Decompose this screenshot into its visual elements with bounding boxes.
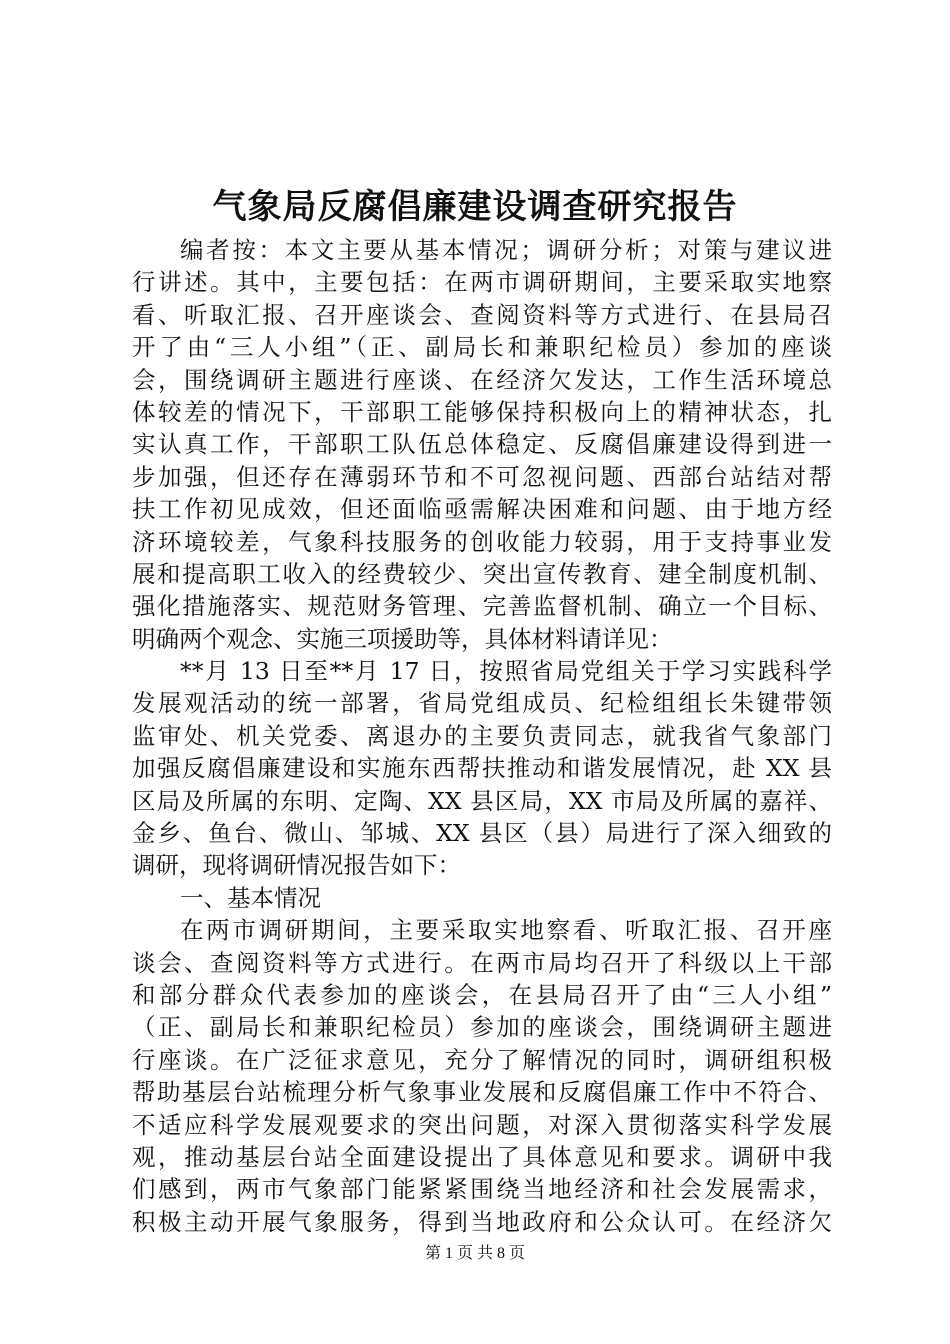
text-line: 强化措施落实、规范财务管理、完善监督机制、确立一个目标、: [132, 592, 832, 621]
text-line: 调研，现将调研情况报告如下：: [132, 851, 461, 880]
text-line: 谈会、查阅资料等方式进行。在两市局均召开了科级以上干部: [132, 948, 832, 977]
text-line: 步加强，但还存在薄弱环节和不可忽视问题、西部台站结对帮: [132, 462, 832, 491]
text-line: 会，围绕调研主题进行座谈、在经济欠发达，工作生活环境总: [132, 365, 832, 394]
text-line: 扶工作初见成效，但还面临亟需解决困难和问题、由于地方经: [132, 495, 832, 524]
text-line: 不适应科学发展观要求的突出问题，对深入贯彻落实科学发展: [132, 1110, 832, 1139]
text-line: 发展观活动的统一部署，省局党组成员、纪检组组长朱键带领: [132, 689, 832, 718]
text-line: 积极主动开展气象服务，得到当地政府和公众认可。在经济欠: [132, 1207, 832, 1236]
text-line: （正、副局长和兼职纪检员）参加的座谈会，围绕调研主题进: [132, 1013, 832, 1042]
text-line: 行座谈。在广泛征求意见，充分了解情况的同时，调研组积极: [132, 1045, 832, 1074]
document-body: [132, 234, 832, 1238]
text-line: 区局及所属的东明、定陶、XX 县区局，XX 市局及所属的嘉祥、: [132, 786, 832, 815]
text-line: 开了由“三人小组”（正、副局长和兼职纪检员）参加的座谈: [132, 333, 832, 362]
text-line: 编者按：本文主要从基本情况；调研分析；对策与建议进: [180, 236, 832, 264]
text-line: 看、听取汇报、召开座谈会、查阅资料等方式进行、在县局召: [132, 300, 832, 329]
text-line: 展和提高职工收入的经费较少、突出宣传教育、建全制度机制、: [132, 559, 832, 588]
text-line: 观，推动基层台站全面建设提出了具体意见和要求。调研中我: [132, 1142, 832, 1171]
text-line: **月 13 日至**月 17 日，按照省局党组关于学习实践科学: [180, 657, 832, 686]
text-line: 实认真工作，干部职工队伍总体稳定、反腐倡廉建设得到进一: [132, 430, 832, 459]
text-line: 金乡、鱼台、微山、邹城、XX 县区（县）局进行了深入细致的: [132, 819, 832, 848]
text-line: 一、基本情况: [180, 883, 321, 912]
text-line: 们感到，两市气象部门能紧紧围绕当地经济和社会发展需求，: [132, 1175, 832, 1204]
text-line: 明确两个观念、实施三项援助等，具体材料请详见：: [132, 624, 673, 653]
text-line: 帮助基层台站梳理分析气象事业发展和反腐倡廉工作中不符合、: [132, 1078, 832, 1107]
document-title: 气象局反腐倡廉建设调查研究报告: [212, 187, 738, 227]
text-line: 行讲述。其中，主要包括：在两市调研期间，主要采取实地察: [132, 268, 832, 297]
page-footer: 第 1 页 共 8 页: [424, 1245, 525, 1262]
text-line: 在两市调研期间，主要采取实地察看、听取汇报、召开座: [180, 916, 832, 945]
text-line: 济环境较差，气象科技服务的创收能力较弱，用于支持事业发: [132, 527, 832, 556]
text-line: 和部分群众代表参加的座谈会，在县局召开了由“三人小组”: [132, 980, 832, 1009]
text-line: 监审处、机关党委、离退办的主要负责同志，就我省气象部门: [132, 721, 832, 750]
text-line: 加强反腐倡廉建设和实施东西帮扶推动和谐发展情况，赴 XX 县: [132, 754, 832, 783]
text-line: 体较差的情况下，干部职工能够保持积极向上的精神状态，扎: [132, 397, 832, 426]
